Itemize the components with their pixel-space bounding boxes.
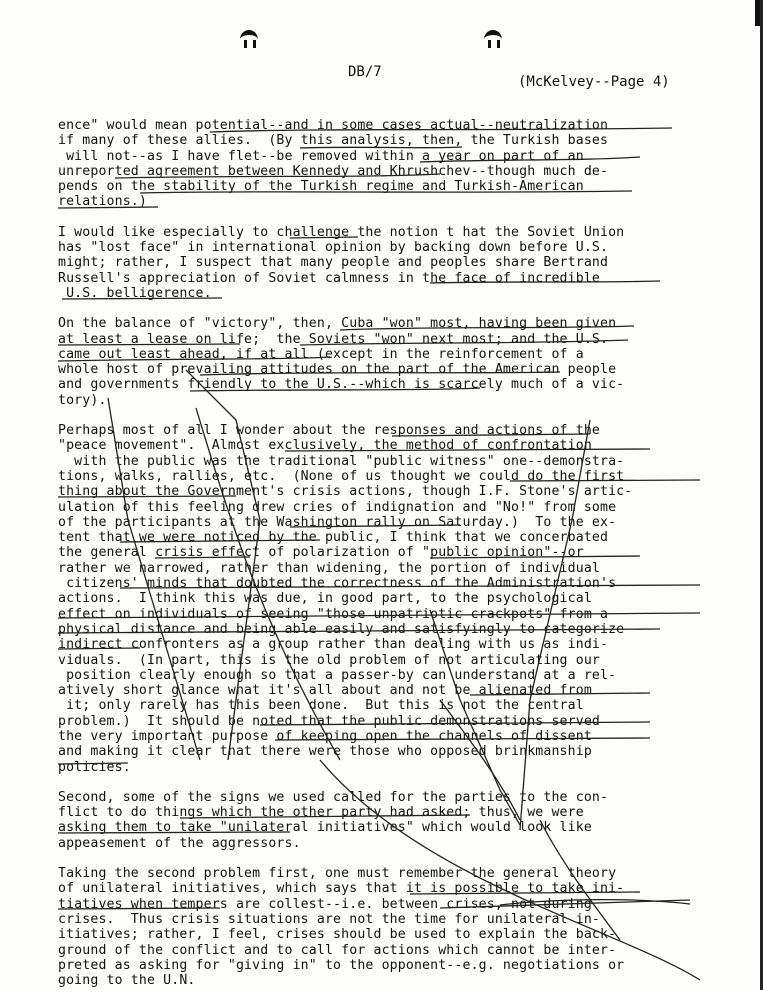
text-line: whole host of prevailing attitudes on the part of the American people: [58, 362, 617, 378]
text-line: it; only rarely has this been done. But this is not the central: [58, 698, 584, 714]
text-line: tent that we were noticed by the public, I think that we concerbated: [58, 530, 609, 546]
text-line: appeasement of the aggressors.: [58, 835, 301, 851]
text-line: Taking the second problem first, one must remember the general theory: [58, 866, 617, 882]
text-line: problem.) It should be noted that the public demonstrations served: [58, 713, 600, 729]
text-line: if many of these allies. (By this analysis, then, the Turkish bases: [58, 133, 609, 149]
page-label: (McKelvey--Page 4): [518, 74, 670, 90]
text-line: preted as asking for "giving in" to the opponent--e.g. negotiations or: [58, 957, 625, 973]
text-line: physical distance and being able easily and satisfyingly to categorize: [58, 621, 625, 637]
text-line: and governments friendly to the U.S.--which is scarcely much of a vic-: [58, 377, 625, 393]
text-line: itiatives; rather, I feel, crises should be used to explain the back-: [58, 927, 617, 943]
text-line: asking them to take "unilateral initiatives" which would look like: [58, 820, 592, 836]
paragraph: [58, 866, 698, 988]
paragraph: [58, 423, 698, 775]
text-line: and making it clear that there were those who opposed brinkmanship: [58, 744, 592, 760]
text-line: has "lost face" in international opinion by backing down before U.S.: [58, 240, 609, 256]
text-line: of the participants at the Washington rally on Saturday.) To the ex-: [58, 514, 617, 530]
text-line: of unilateral initiatives, which says that it is possible to take ini-: [58, 881, 625, 897]
text-line: citizens' minds that doubted the correctness of the Administration's: [58, 576, 617, 592]
text-line: ence" would mean potential--and in some cases actual--neutralization: [58, 118, 609, 133]
text-line: Russell's appreciation of Soviet calmness in the face of incredible: [58, 270, 600, 286]
text-line: unreported agreement between Kennedy and Khrushchev--though much de-: [58, 163, 609, 179]
paragraph: [58, 316, 698, 408]
text-line: relations.): [58, 194, 147, 210]
text-line: the general crisis effect of polarization of "public opinion"--or: [58, 545, 584, 561]
text-line: going to the U.N.: [58, 973, 196, 989]
text-line: thing about the Government's crisis actions, though I.F. Stone's artic-: [58, 484, 633, 500]
text-line: came out least ahead, if at all (except in the reinforcement of a: [58, 346, 584, 362]
page-code: DB/7: [348, 64, 382, 80]
text-line: pends on the stability of the Turkish regime and Turkish-American: [58, 179, 584, 195]
text-line: the very important purpose of keeping open the channels of dissent: [58, 728, 592, 744]
text-line: ground of the conflict and to call for actions which cannot be inter-: [58, 942, 617, 958]
text-line: with the public was the traditional "public witness" one--demonstra-: [58, 453, 625, 469]
text-line: viduals. (In part, this is the old problem of not articulating our: [58, 652, 600, 668]
text-line: ulation of this feeling drew cries of indignation and "No!" from some: [58, 499, 617, 515]
paragraph: [58, 790, 698, 851]
text-line: atively short glance what it's all about and not be alienated from: [58, 683, 592, 699]
text-line: U.S. belligerence.: [58, 285, 212, 301]
text-line: rather we narrowed, rather than widening, the portion of individual: [58, 560, 600, 576]
text-line: indirect confronters as a group rather than dealing with us as indi-: [58, 637, 609, 653]
text-line: tiatives when tempers are collest--i.e. between crises, not during: [58, 896, 592, 912]
paragraph: [58, 225, 698, 301]
typed-body-text: [58, 118, 698, 1003]
text-line: Second, some of the signs we used called for the parties to the con-: [58, 789, 609, 805]
paragraph: [58, 118, 698, 210]
text-line: "peace movement". Almost exclusively, the method of confrontation: [58, 438, 592, 454]
text-line: position clearly enough so that a passer-by can understand at a rel-: [58, 667, 617, 683]
text-line: I would like especially to challenge the notion t hat the Soviet Union: [58, 224, 625, 240]
text-line: at least a lease on life; the Soviets "won" next most; and the U.S.: [58, 331, 609, 347]
text-line: policies.: [58, 759, 131, 775]
text-line: On the balance of "victory", then, Cuba "won" most, having been given: [58, 316, 617, 332]
text-line: tions, walks, rallies, etc. (None of us thought we could do the first: [58, 468, 625, 484]
binder-hole-mark-left: [240, 30, 262, 52]
text-line: might; rather, I suspect that many people and peoples share Bertrand: [58, 255, 609, 271]
text-line: actions. I think this was due, in good part, to the psychological: [58, 591, 592, 607]
text-line: tory).: [58, 392, 107, 408]
text-line: crises. Thus crisis situations are not the time for unilateral in-: [58, 911, 600, 927]
text-line: Perhaps most of all I wonder about the responses and actions of the: [58, 423, 600, 439]
page-header: [0, 64, 763, 90]
binder-hole-mark-right: [484, 30, 506, 52]
text-line: effect on individuals of seeing "those unpatriotic crackpots" from a: [58, 606, 609, 622]
text-line: will not--as I have flet--be removed within a year on part of an: [58, 148, 584, 164]
text-line: flict to do things which the other party had asked; thus, we were: [58, 805, 584, 821]
